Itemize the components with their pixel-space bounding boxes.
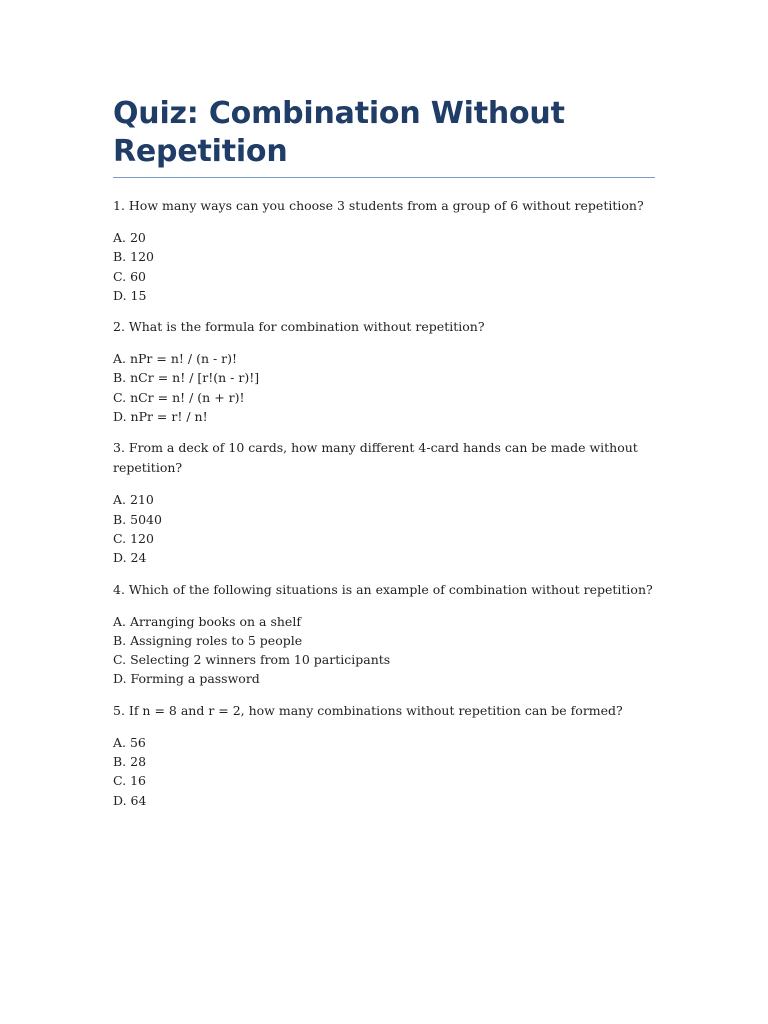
question-text: 1. How many ways can you choose 3 students from a group of 6 without repetition? — [113, 198, 644, 213]
document-page — [113, 95, 655, 810]
question-4 — [113, 580, 655, 689]
option-b: B. 120 — [113, 249, 154, 265]
option-c: C. Selecting 2 winners from 10 participants — [113, 652, 391, 668]
option-a: A. 56 — [113, 734, 146, 750]
answer-options — [113, 349, 655, 426]
question-text: 2. What is the formula for combination without repetition? — [113, 319, 485, 335]
option-d: D. 64 — [113, 792, 147, 808]
question-2 — [113, 317, 655, 426]
option-c: C. 120 — [113, 530, 154, 546]
option-a: A. 20 — [113, 230, 146, 245]
question-text: 3. From a deck of 10 cards, how many different 4-card hands can be made without repetition? — [113, 440, 638, 476]
answer-options — [113, 228, 655, 305]
option-a: A. 210 — [113, 492, 154, 508]
option-a: A. nPr = n! / (n - r)! — [113, 351, 238, 367]
option-d: D. nPr = r! / n! — [113, 409, 208, 425]
option-c: C. 60 — [113, 268, 146, 284]
answer-options — [113, 733, 655, 810]
option-c: C. nCr = n! / (n + r)! — [113, 389, 245, 405]
question-3 — [113, 438, 655, 567]
option-b: B. Assigning roles to 5 people — [113, 632, 303, 648]
option-b: B. nCr = n! / [r!(n - r)!] — [113, 370, 260, 386]
option-a: A. Arranging books on a shelf — [113, 613, 301, 629]
option-b: B. 28 — [113, 754, 147, 770]
question-text: 4. Which of the following situations is an example of combination without repetition? — [113, 581, 653, 597]
question-5 — [113, 701, 655, 810]
page-title: Quiz: Combination Without Repetition — [113, 95, 655, 178]
option-c: C. 16 — [113, 773, 146, 789]
answer-options — [113, 612, 655, 689]
option-d: D. Forming a password — [113, 671, 260, 687]
option-d: D. 24 — [113, 550, 147, 566]
option-b: B. 5040 — [113, 511, 162, 527]
question-1 — [113, 196, 655, 305]
option-d: D. 15 — [113, 287, 147, 303]
question-text: 5. If n = 8 and r = 2, how many combinations without repetition can be formed? — [113, 702, 623, 718]
answer-options — [113, 490, 655, 567]
